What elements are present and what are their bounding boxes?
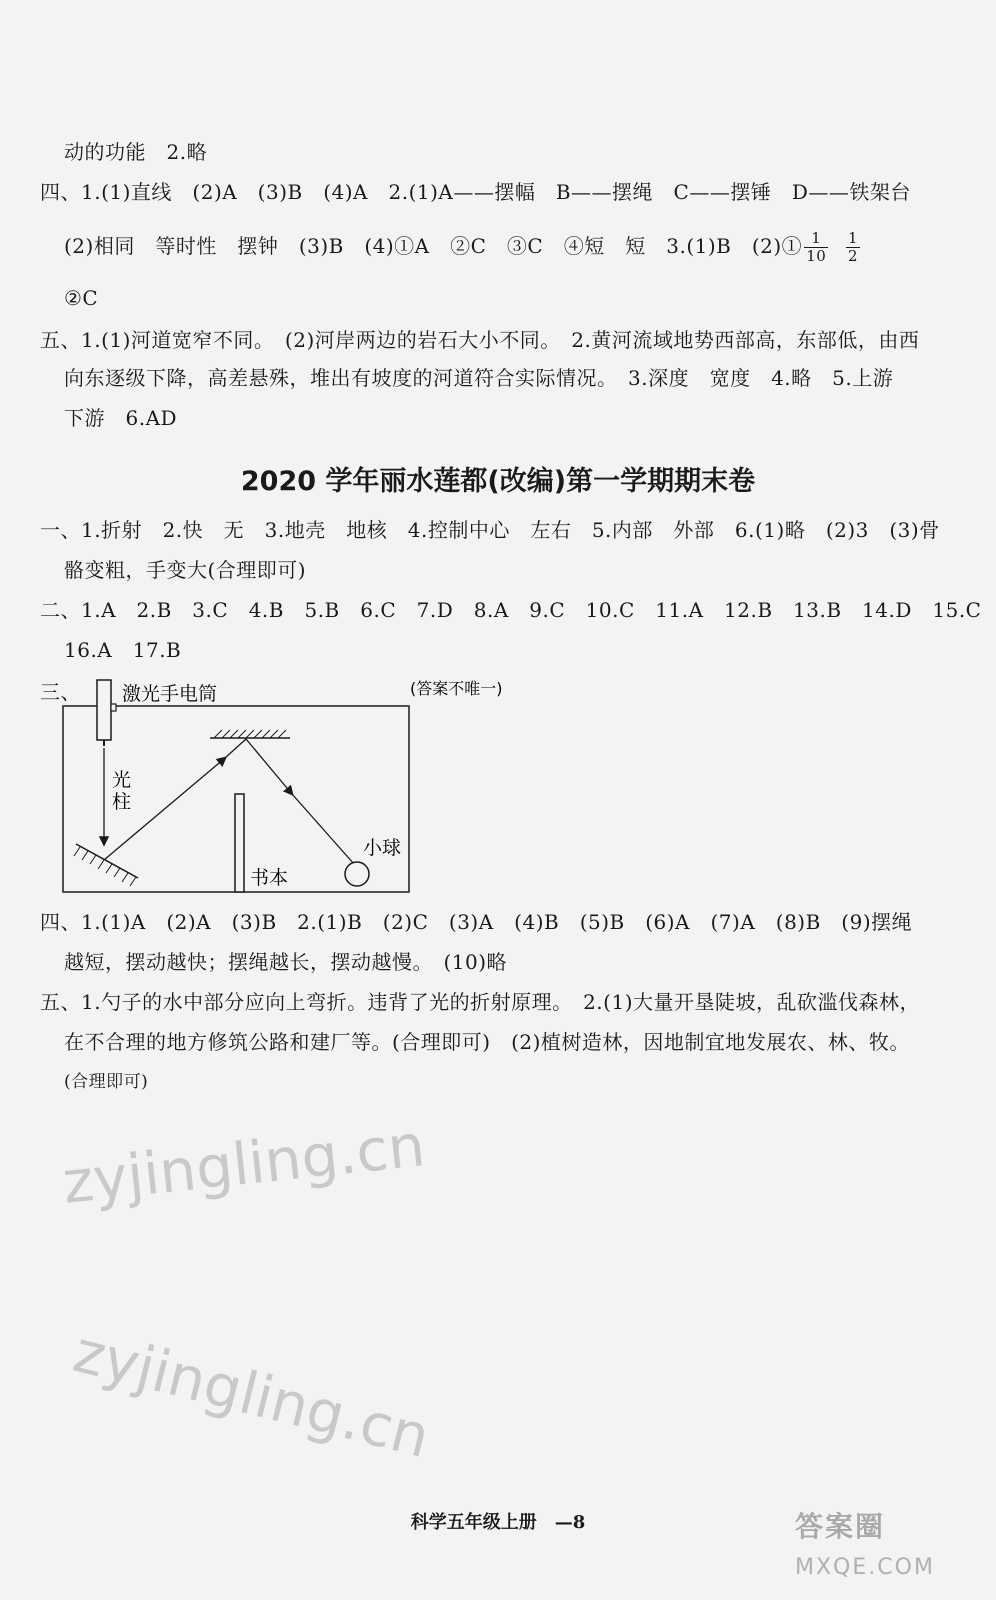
line-11: 16.A 17.B: [64, 638, 182, 662]
line-16: 在不合理的地方修筑公路和建厂等。(合理即可) (2)植树造林，因地制宜地发展农、林、牧。: [64, 1030, 910, 1054]
note-label: (答案不唯一): [410, 679, 503, 698]
fraction-1-denominator: 10: [806, 247, 827, 265]
book-label: 书本: [250, 867, 289, 889]
line-2: 四、1.(1)直线 (2)A (3)B (4)A 2.(1)A——摆幅 B——摆绳 C——摆锤 D——铁架台: [40, 180, 911, 204]
watermark-2: zyjingling.cn: [67, 1317, 437, 1471]
line-17: (合理即可): [64, 1072, 149, 1092]
corner-watermark: MXQE.COM: [795, 1555, 935, 1580]
beam-label-1: 光: [112, 769, 132, 791]
line-13: 四、1.(1)A (2)A (3)B 2.(1)B (2)C (3)A (4)B (5)B (6)A (7)A (8)B (9)摆绳: [40, 910, 913, 934]
fraction-one-half: [846, 230, 860, 265]
corner-watermark-badge: 答案圈: [795, 1510, 886, 1543]
fraction-2-denominator: 2: [848, 247, 859, 265]
line-7: 下游 6.AD: [64, 406, 178, 430]
line-8: 一、1.折射 2.快 无 3.地壳 地核 4.控制中心 左右 5.内部 外部 6.(1)略 (2)3 (3)骨: [40, 518, 940, 542]
light-reflection-diagram: [60, 672, 560, 902]
line-12: 三、: [40, 680, 81, 704]
reflected-beam-2: [246, 739, 292, 794]
ball-label: 小球: [363, 837, 402, 859]
book: [235, 794, 244, 892]
watermark-1: zyjingling.cn: [59, 1111, 429, 1217]
line-6: 向东逐级下降，高差悬殊，堆出有坡度的河道符合实际情况。 3.深度 宽度 4.略 5.上游: [64, 366, 894, 390]
fraction-1-numerator: 1: [804, 230, 828, 248]
flashlight-button: [111, 704, 116, 711]
line-1: 动的功能 2.略: [64, 140, 208, 164]
flashlight-label: 激光手电筒: [122, 683, 218, 705]
flashlight: [97, 680, 111, 740]
line-4: ②C: [64, 286, 99, 310]
line-3-text: (2)相同 等时性 摆钟 (3)B (4)①A ②C ③C ④短 短 3.(1)B (2)①: [64, 234, 803, 258]
fraction-one-tenth: [804, 230, 828, 265]
page-footer: 科学五年级上册 —8: [410, 1512, 586, 1533]
line-15: 五、1.勺子的水中部分应向上弯折。违背了光的折射原理。 2.(1)大量开垦陡坡，乱砍滥伐森林，: [40, 990, 920, 1014]
ball: [345, 862, 369, 886]
bottom-mirror: [76, 844, 138, 878]
section-title: 2020 学年丽水莲都(改编)第一学期期末卷: [240, 466, 756, 497]
line-14: 越短，摆动越快；摆绳越长，摆动越慢。 (10)略: [64, 950, 508, 974]
line-5: 五、1.(1)河道宽窄不同。 (2)河岸两边的岩石大小不同。 2.黄河流域地势西部高，东部低，由西: [40, 328, 920, 352]
line-10: 二、1.A 2.B 3.C 4.B 5.B 6.C 7.D 8.A 9.C 10.C 11.A 12.B 13.B 14.D 15.C: [40, 598, 982, 622]
line-9: 骼变粗，手变大(合理即可): [64, 558, 307, 582]
beam-label-2: 柱: [112, 791, 132, 813]
fraction-2-numerator: 1: [848, 229, 859, 247]
line-3: [64, 230, 862, 265]
